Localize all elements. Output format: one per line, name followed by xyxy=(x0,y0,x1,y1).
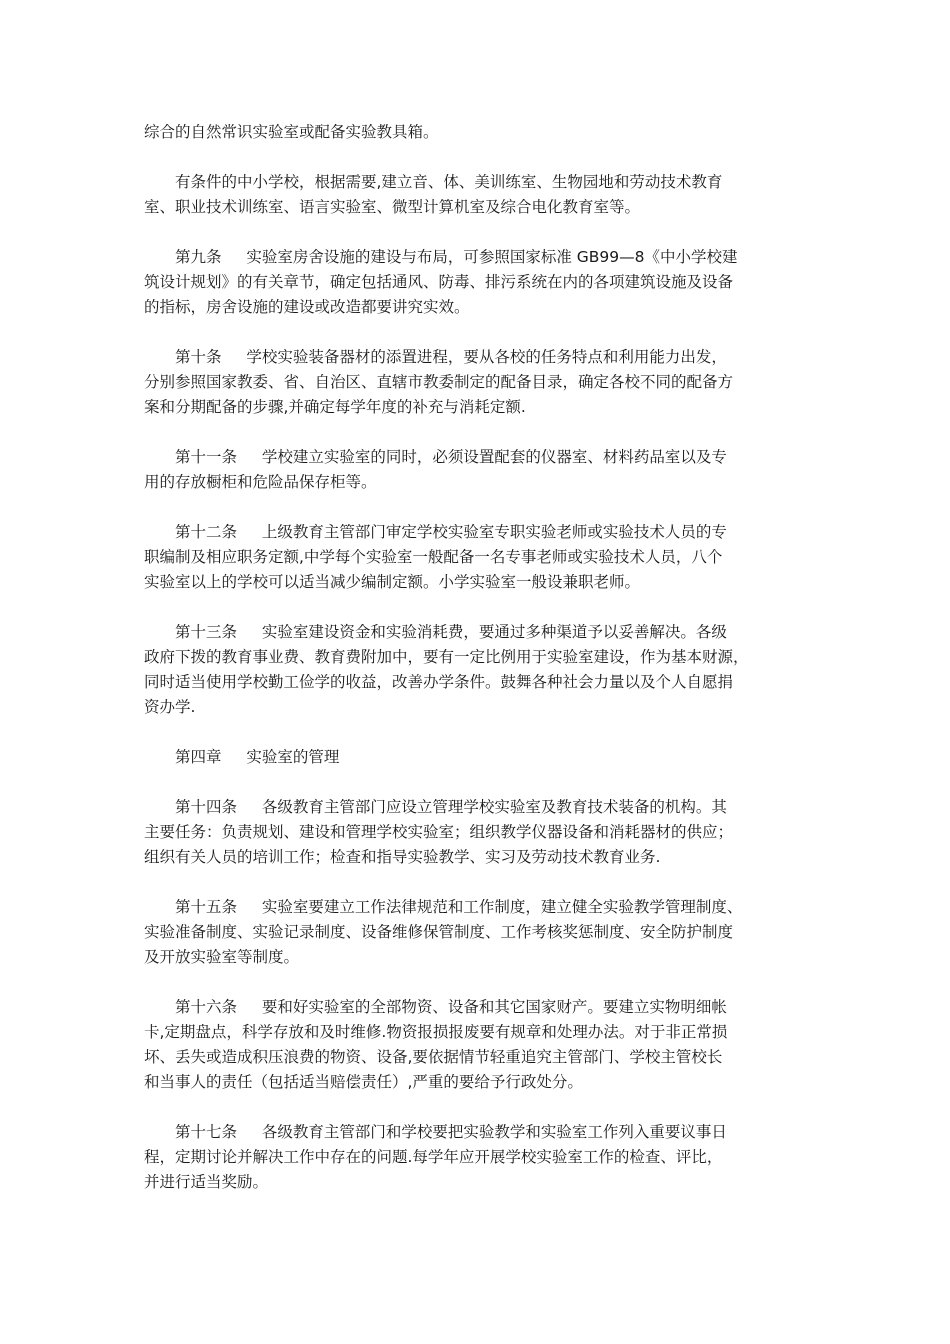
article-14 xyxy=(144,795,814,870)
article-text: 实验室建设资金和实验消耗费，要通过多种渠道予以妥善解决。各级 政府下拨的教育事业费、教育费附加中，要有一定比例用于实验室建设，作为基本财源， 同时适当使用学校勤工俭学的收益，改善办学条件。鼓舞各种社会力量以及个人自愿捐 资办学. xyxy=(144,623,749,716)
article-9 xyxy=(144,245,814,320)
article-heading: 第九条 xyxy=(175,248,222,266)
paragraph-text: 有条件的中小学校，根据需要,建立音、体、美训练室、生物园地和劳动技术教育 室、职业技术训练室、语言实验室、微型计算机室及综合电化教育室等。 xyxy=(144,173,723,216)
article-11 xyxy=(144,445,814,495)
article-heading: 第十六条 xyxy=(175,998,238,1016)
article-13 xyxy=(144,620,814,720)
article-16 xyxy=(144,995,814,1095)
article-text: 学校建立实验室的同时，必须设置配套的仪器室、材料药品室以及专 用的存放橱柜和危险品保存柜等。 xyxy=(144,448,727,491)
article-heading: 第十条 xyxy=(175,348,222,366)
article-text: 各级教育主管部门应设立管理学校实验室及教育技术装备的机构。其 主要任务：负责规划、建设和管理学校实验室；组织教学仪器设备和消耗器材的供应； 组织有关人员的培训工作；检查和指导实验教学、实习及劳动技术教育业务. xyxy=(144,798,734,866)
chapter-heading: 第四章 xyxy=(175,748,222,766)
article-17 xyxy=(144,1120,814,1195)
article-text: 学校实验装备器材的添置进程，要从各校的任务特点和利用能力出发， 分别参照国家教委、省、自治区、直辖市教委制定的配备目录，确定各校不同的配备方 案和分期配备的步骤,并确定每学年度的补充与消耗定额. xyxy=(144,348,734,416)
article-heading: 第十五条 xyxy=(175,898,238,916)
document-body xyxy=(144,120,814,1220)
paragraph-intro xyxy=(144,120,814,145)
article-15 xyxy=(144,895,814,970)
article-heading: 第十三条 xyxy=(175,623,238,641)
paragraph-text: 综合的自然常识实验室或配备实验教具箱。 xyxy=(144,123,439,141)
article-text: 实验室房舍设施的建设与布局，可参照国家标准 GB99—8《中小学校建 筑设计规划》的有关章节，确定包括通风、防毒、排污系统在内的各项建筑设施及设备 的指标，房舍设施的建设或改造都要讲究实效。 xyxy=(144,248,738,316)
article-text: 实验室要建立工作法律规范和工作制度，建立健全实验教学管理制度、 实验准备制度、实验记录制度、设备维修保管制度、工作考核奖惩制度、安全防护制度 及开放实验室等制度。 xyxy=(144,898,743,966)
article-10 xyxy=(144,345,814,420)
paragraph-facilities xyxy=(144,170,814,220)
article-text: 上级教育主管部门审定学校实验室专职实验老师或实验技术人员的专 职编制及相应职务定额,中学每个实验室一般配备一名专事老师或实验技术人员，八个 实验室以上的学校可以适当减少编制定额。小学实验室一般设兼职老师。 xyxy=(144,523,727,591)
chapter-text: 实验室的管理 xyxy=(246,748,340,766)
article-text: 要和好实验室的全部物资、设备和其它国家财产。要建立实物明细帐 卡,定期盘点，科学存放和及时维修.物资报损报废要有规章和处理办法。对于非正常损 坏、丢失或造成积压浪费的物资、设备,要依据情节轻重追究主管部门、学校主管校长 和当事人的责任（包括适当赔偿责任）,严重的要给予行政处分。 xyxy=(144,998,728,1091)
article-heading: 第十二条 xyxy=(175,523,238,541)
article-heading: 第十一条 xyxy=(175,448,238,466)
chapter-4-title xyxy=(144,745,814,770)
article-12 xyxy=(144,520,814,595)
article-heading: 第十四条 xyxy=(175,798,238,816)
article-text: 各级教育主管部门和学校要把实验教学和实验室工作列入重要议事日 程，定期讨论并解决工作中存在的问题.每学年应开展学校实验室工作的检查、评比， 并进行适当奖励。 xyxy=(144,1123,727,1191)
article-heading: 第十七条 xyxy=(175,1123,238,1141)
